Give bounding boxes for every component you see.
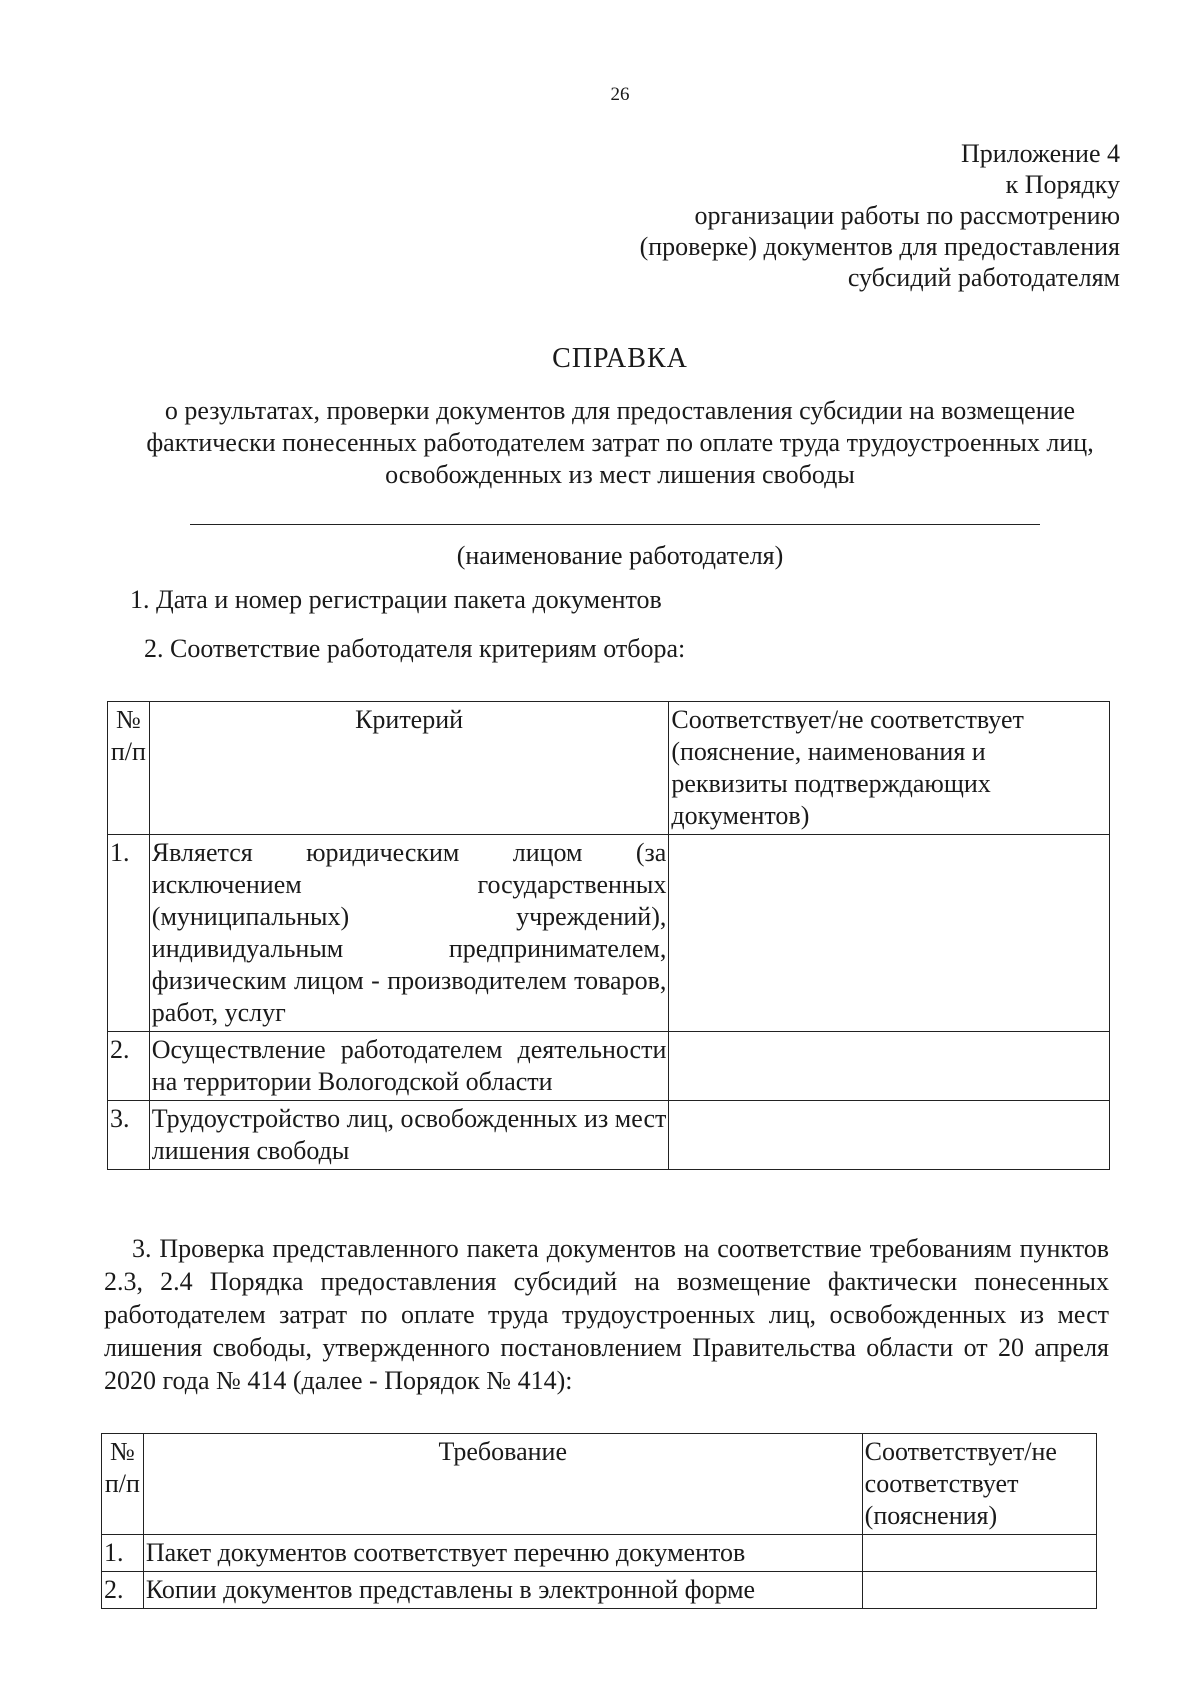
row-result [862,1535,1096,1572]
requirements-table [101,1433,1097,1609]
appendix-line: к Порядку [1005,170,1120,199]
row-result [669,1101,1110,1170]
row-num: 2. [108,1032,150,1101]
criteria-table [107,701,1110,1170]
header-result: Соответствует/не соответствует (пояснение, наименования и реквизиты подтверждающих документов) [669,702,1110,835]
header-criterion: Критерий [149,702,669,835]
header-num: № п/п [108,702,150,835]
row-num: 2. [102,1572,144,1609]
row-criterion: Является юридическим лицом (за исключением государственных (муниципальных) учреждений), индивидуальным предпринимателем, физическим лицом - производителем товаров, работ, услуг [149,835,669,1032]
document-title: СПРАВКА [552,343,688,374]
row-result [669,1032,1110,1101]
row-result [862,1572,1096,1609]
item-registration: 1. Дата и номер регистрации пакета документов [130,585,662,614]
appendix-line: (проверке) документов для предоставления [639,232,1120,261]
table-row [102,1535,1097,1572]
table-header-row [102,1434,1097,1535]
header-requirement: Требование [143,1434,862,1535]
table-row [108,835,1110,1032]
row-num: 1. [102,1535,144,1572]
row-num: 3. [108,1101,150,1170]
appendix-line: организации работы по рассмотрению [694,201,1120,230]
table-row [108,1032,1110,1101]
table-row [102,1572,1097,1609]
employer-name-caption: (наименование работодателя) [456,541,784,570]
employer-name-line [190,524,1040,525]
row-criterion: Осуществление работодателем деятельности на территории Вологодской области [149,1032,669,1101]
row-result [669,835,1110,1032]
header-result: Соответствует/не соответствует (пояснения) [862,1434,1096,1535]
appendix-header [640,138,1120,293]
item-criteria-heading: 2. Соответствие работодателя критериям отбора: [144,634,686,663]
table-row [108,1101,1110,1170]
appendix-line: Приложение 4 [960,139,1120,168]
document-subtitle: о результатах, проверки документов для предоставления субсидии на возмещение фактически понесенных работодателем затрат по оплате труда трудоустроенных лиц, освобожденных из мест лишения свободы [146,396,1094,489]
appendix-line: субсидий работодателям [847,263,1120,292]
table-header-row [108,702,1110,835]
header-num: № п/п [102,1434,144,1535]
row-requirement: Копии документов представлены в электронной форме [143,1572,862,1609]
row-num: 1. [108,835,150,1032]
row-requirement: Пакет документов соответствует перечню документов [143,1535,862,1572]
paragraph-3: 3. Проверка представленного пакета документов на соответствие требованиям пунктов 2.3, 2.4 Порядка предоставления субсидий на возмещение фактически понесенных работодателем затрат по оплате труда трудоустроенных лиц, освобожденных из мест лишения свободы, утвержденного постановлением Правительства области от 20 апреля 2020 года № 414 (далее - Порядок № 414): [104,1234,1109,1395]
row-criterion: Трудоустройство лиц, освобожденных из мест лишения свободы [149,1101,669,1170]
page-number: 26 [610,84,630,105]
